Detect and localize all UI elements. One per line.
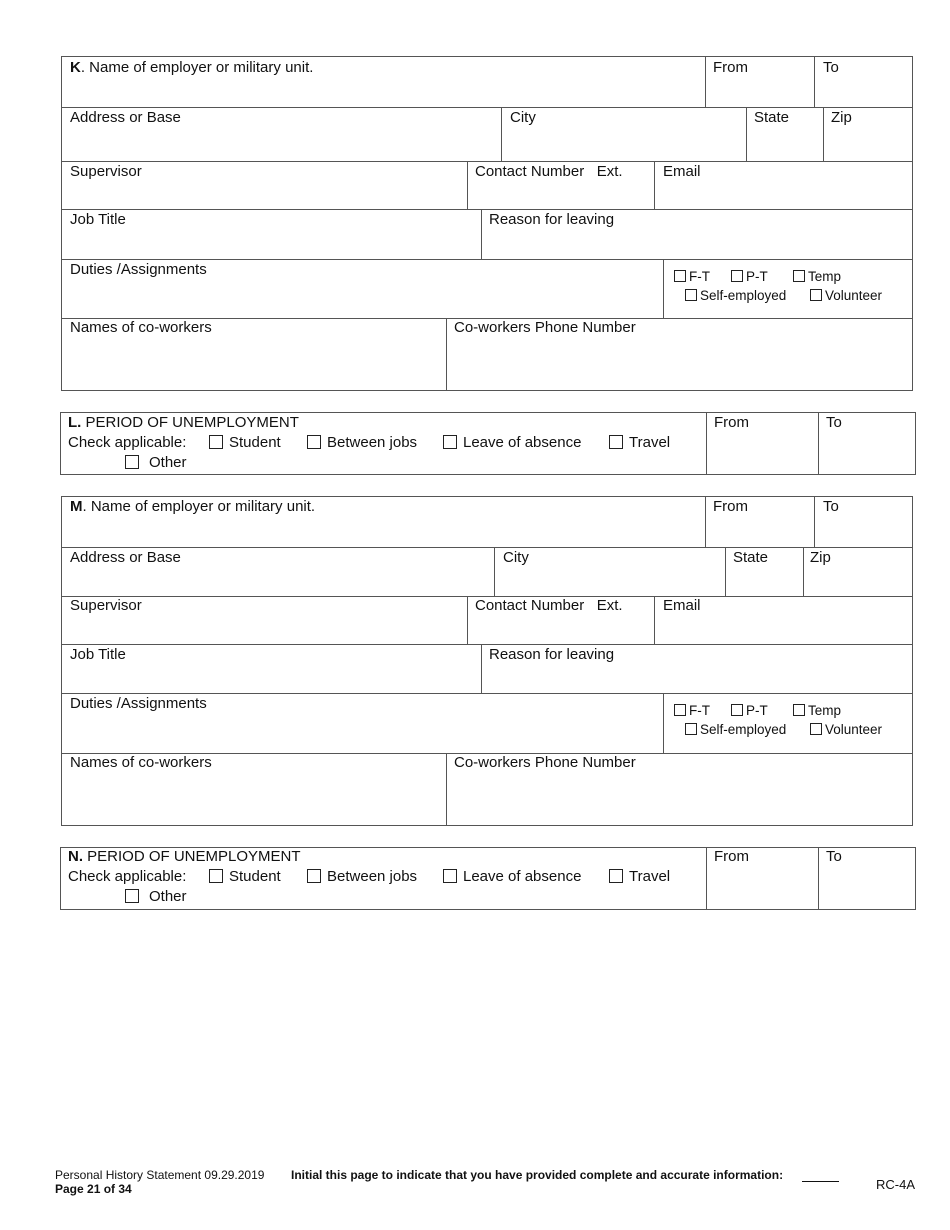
footer-page-number: Page 21 of 34 — [55, 1182, 132, 1196]
employer-name-field[interactable] — [70, 498, 315, 515]
ft-label: F-T — [689, 269, 710, 284]
job-title-field[interactable]: Job Title — [70, 211, 126, 228]
checkbox-box — [793, 704, 805, 716]
coworkers-phone-field[interactable]: Co-workers Phone Number — [454, 319, 636, 336]
supervisor-field[interactable]: Supervisor — [70, 163, 142, 180]
volunteer-label: Volunteer — [825, 722, 883, 737]
state-field[interactable]: State — [754, 109, 790, 126]
pt-checkbox[interactable] — [731, 703, 768, 718]
self-employed-checkbox[interactable] — [685, 722, 786, 737]
from-date-field[interactable]: From — [714, 848, 749, 865]
row-coworkers — [62, 753, 912, 826]
section-l-unemployment — [60, 412, 916, 475]
divider — [663, 260, 664, 319]
employer-name-label: . Name of employer or military unit. — [80, 59, 314, 76]
ft-checkbox[interactable] — [674, 703, 710, 718]
between-jobs-label: Between jobs — [327, 434, 418, 451]
other-checkbox[interactable] — [125, 454, 187, 471]
divider — [705, 57, 706, 108]
coworkers-phone-field[interactable]: Co-workers Phone Number — [454, 754, 636, 771]
temp-checkbox[interactable] — [793, 703, 841, 718]
checkbox-box — [443, 869, 457, 883]
volunteer-label: Volunteer — [825, 288, 883, 303]
checkbox-box — [609, 869, 623, 883]
student-label: Student — [229, 434, 281, 451]
travel-label: Travel — [629, 868, 671, 885]
divider — [705, 497, 706, 548]
row-supervisor — [62, 596, 912, 645]
between-jobs-checkbox[interactable] — [307, 868, 417, 885]
divider — [663, 694, 664, 754]
divider — [818, 848, 819, 909]
checkbox-box — [209, 869, 223, 883]
city-field[interactable]: City — [510, 109, 536, 126]
divider — [823, 108, 824, 162]
email-field[interactable]: Email — [663, 163, 701, 180]
divider — [481, 645, 482, 694]
temp-label: Temp — [808, 703, 842, 718]
ft-label: F-T — [689, 703, 710, 718]
other-checkbox[interactable] — [125, 888, 187, 905]
divider — [803, 548, 804, 597]
self-employed-checkbox[interactable] — [685, 288, 786, 303]
footer-form-code: RC-4A — [876, 1177, 916, 1192]
footer-doc-name: Personal History Statement 09.29.2019 — [55, 1168, 265, 1182]
checkbox-box — [674, 270, 686, 282]
section-letter: L. — [68, 414, 82, 431]
travel-checkbox[interactable] — [609, 434, 670, 451]
divider — [814, 57, 815, 108]
temp-label: Temp — [808, 269, 842, 284]
section-k-employment — [61, 56, 913, 391]
coworkers-names-field[interactable]: Names of co-workers — [70, 754, 212, 771]
row-supervisor — [62, 161, 912, 210]
supervisor-field[interactable]: Supervisor — [70, 597, 142, 614]
section-letter: M — [70, 498, 83, 515]
row-duties — [62, 693, 912, 754]
volunteer-checkbox[interactable] — [810, 288, 882, 303]
check-applicable-label: Check applicable: — [68, 434, 187, 451]
checkbox-box — [731, 704, 743, 716]
divider — [746, 108, 747, 162]
checkbox-box — [674, 704, 686, 716]
duties-field[interactable]: Duties /Assignments — [70, 261, 207, 278]
contact-number-field[interactable]: Contact Number Ext. — [475, 597, 623, 614]
self-employed-label: Self-employed — [700, 722, 787, 737]
employer-name-label: . Name of employer or military unit. — [82, 498, 316, 515]
initial-line-field[interactable] — [802, 1181, 839, 1182]
to-date-field[interactable]: To — [823, 498, 839, 515]
checkbox-box — [609, 435, 623, 449]
row-address — [62, 547, 912, 597]
ft-checkbox[interactable] — [674, 269, 710, 284]
reason-for-leaving-field[interactable]: Reason for leaving — [489, 646, 615, 663]
divider — [446, 754, 447, 826]
unemployment-title — [68, 848, 301, 865]
checkbox-box — [810, 723, 822, 735]
check-applicable-label: Check applicable: — [68, 868, 187, 885]
from-date-field[interactable]: From — [713, 498, 748, 515]
checkbox-box — [125, 889, 139, 903]
to-date-field[interactable]: To — [826, 414, 842, 431]
row-duties — [62, 259, 912, 319]
checkbox-box — [443, 435, 457, 449]
leave-of-absence-checkbox[interactable] — [443, 434, 581, 451]
state-field[interactable]: State — [733, 549, 769, 566]
divider — [467, 162, 468, 210]
checkbox-box — [125, 455, 139, 469]
job-title-field[interactable]: Job Title — [70, 646, 126, 663]
section-m-employment — [61, 496, 913, 826]
checkbox-box — [731, 270, 743, 282]
leave-label: Leave of absence — [463, 434, 582, 451]
leave-label: Leave of absence — [463, 868, 582, 885]
row-coworkers — [62, 318, 912, 391]
address-field[interactable]: Address or Base — [70, 109, 181, 126]
footer-initial-statement: Initial this page to indicate that you have provided complete and accurate information: — [291, 1168, 784, 1182]
section-letter: N. — [68, 848, 83, 865]
to-date-field[interactable]: To — [823, 59, 839, 76]
to-date-field[interactable]: To — [826, 848, 842, 865]
checkbox-box — [685, 289, 697, 301]
zip-field[interactable]: Zip — [810, 549, 831, 566]
city-field[interactable]: City — [503, 549, 529, 566]
unemployment-title-text: PERIOD OF UNEMPLOYMENT — [83, 848, 301, 865]
divider — [467, 597, 468, 645]
pt-label: P-T — [746, 269, 768, 284]
section-letter: K — [70, 59, 81, 76]
divider — [481, 210, 482, 260]
zip-field[interactable]: Zip — [831, 109, 852, 126]
other-label: Other — [149, 888, 187, 905]
from-date-field[interactable]: From — [713, 59, 748, 76]
coworkers-names-field[interactable]: Names of co-workers — [70, 319, 212, 336]
temp-checkbox[interactable] — [793, 269, 841, 284]
section-n-unemployment — [60, 847, 916, 910]
travel-label: Travel — [629, 434, 671, 451]
from-date-field[interactable]: From — [714, 414, 749, 431]
pt-checkbox[interactable] — [731, 269, 768, 284]
checkbox-box — [810, 289, 822, 301]
contact-number-field[interactable]: Contact Number Ext. — [475, 163, 623, 180]
unemployment-title — [68, 414, 299, 431]
volunteer-checkbox[interactable] — [810, 722, 882, 737]
checkbox-box — [793, 270, 805, 282]
email-field[interactable]: Email — [663, 597, 701, 614]
duties-field[interactable]: Duties /Assignments — [70, 695, 207, 712]
divider — [446, 319, 447, 391]
self-employed-label: Self-employed — [700, 288, 787, 303]
between-jobs-checkbox[interactable] — [307, 434, 417, 451]
address-field[interactable]: Address or Base — [70, 549, 181, 566]
divider — [501, 108, 502, 162]
student-label: Student — [229, 868, 281, 885]
divider — [654, 162, 655, 210]
checkbox-box — [307, 435, 321, 449]
travel-checkbox[interactable] — [609, 868, 670, 885]
unemployment-title-text: PERIOD OF UNEMPLOYMENT — [81, 414, 299, 431]
leave-of-absence-checkbox[interactable] — [443, 868, 581, 885]
student-checkbox[interactable] — [209, 868, 281, 885]
pt-label: P-T — [746, 703, 768, 718]
employer-name-field[interactable] — [70, 59, 313, 76]
divider — [706, 413, 707, 474]
divider — [814, 497, 815, 548]
divider — [818, 413, 819, 474]
divider — [654, 597, 655, 645]
row-address — [62, 107, 912, 162]
student-checkbox[interactable] — [209, 434, 281, 451]
between-jobs-label: Between jobs — [327, 868, 418, 885]
other-label: Other — [149, 454, 187, 471]
row-job-title — [62, 644, 912, 694]
checkbox-box — [209, 435, 223, 449]
divider — [706, 848, 707, 909]
divider — [725, 548, 726, 597]
checkbox-box — [685, 723, 697, 735]
checkbox-box — [307, 869, 321, 883]
row-job-title — [62, 209, 912, 260]
reason-for-leaving-field[interactable]: Reason for leaving — [489, 211, 615, 228]
divider — [494, 548, 495, 597]
